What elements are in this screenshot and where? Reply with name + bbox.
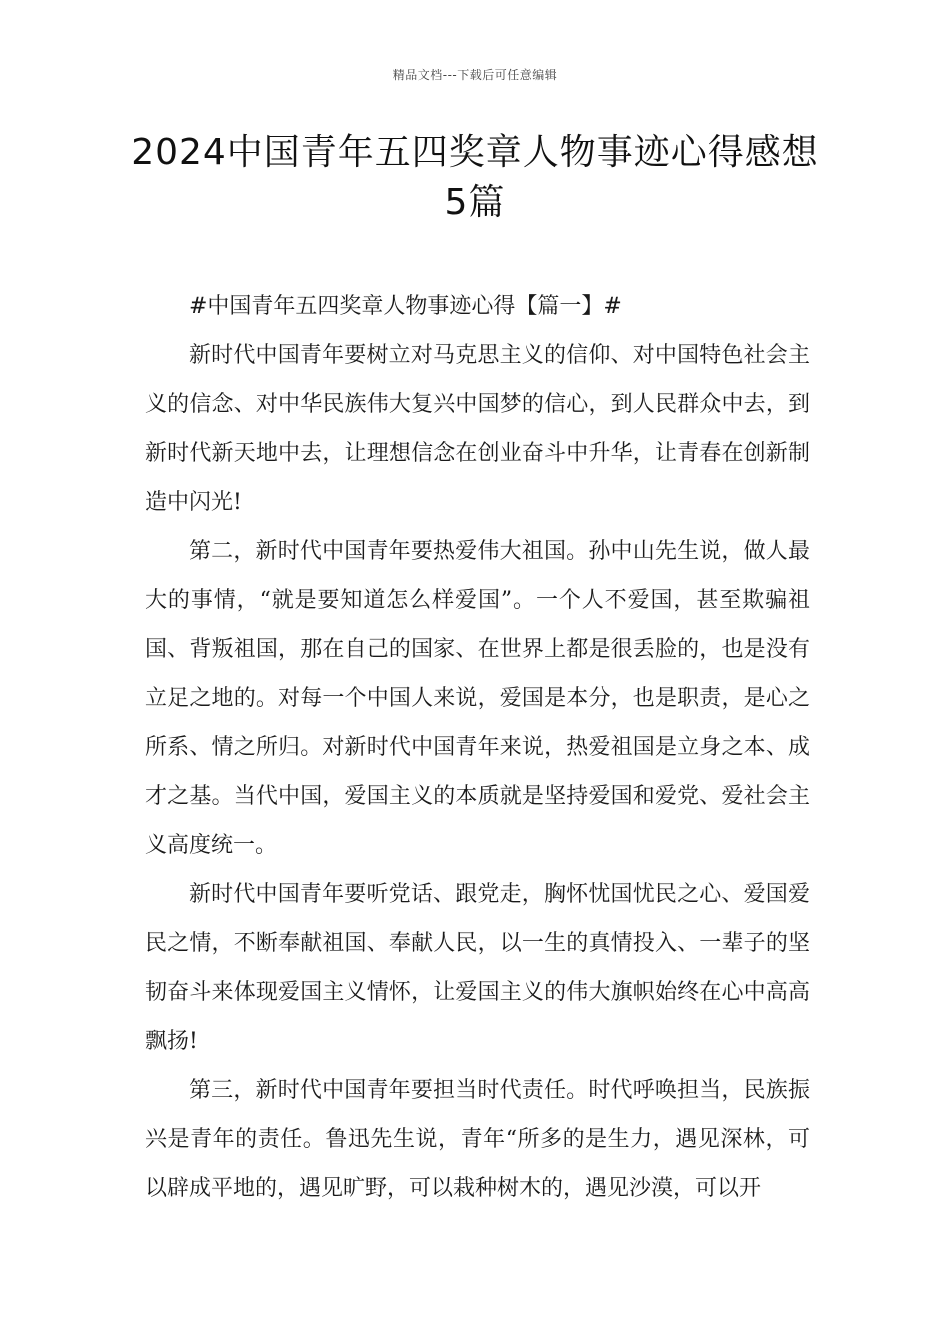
paragraph: 新时代中国青年要听党话、跟党走，胸怀忧国忧民之心、爱国爱民之情，不断奉献祖国、奉献人民，以一生的真情投入、一辈子的坚韧奋斗来体现爱国主义情怀，让爱国主义的伟大旗帜始终在心中高高飘扬! <box>145 882 810 1054</box>
paragraph: 第二，新时代中国青年要热爱伟大祖国。孙中山先生说，做人最大的事情，“就是要知道怎么样爱国”。一个人不爱国，甚至欺骗祖国、背叛祖国，那在自己的国家、在世界上都是很丢脸的，也是没有立足之地的。对每一个中国人来说，爱国是本分，也是职责，是心之所系、情之所归。对新时代中国青年来说，热爱祖国是立身之本、成才之基。当代中国，爱国主义的本质就是坚持爱国和爱党、爱社会主义高度统一。 <box>145 539 810 858</box>
document-body <box>145 282 810 1213</box>
header-note: 精品文档---下载后可任意编辑 <box>392 68 558 82</box>
paragraph: 新时代中国青年要树立对马克思主义的信仰、对中国特色社会主义的信念、对中华民族伟大复兴中国梦的信心，到人民群众中去，到新时代新天地中去，让理想信念在创业奋斗中升华，让青春在创新制造中闪光! <box>145 343 810 515</box>
paragraph: 第三，新时代中国青年要担当时代责任。时代呼唤担当，民族振兴是青年的责任。鲁迅先生说，青年“所多的是生力，遇见深林，可以辟成平地的，遇见旷野，可以栽种树木的，遇见沙漠，可以开 <box>145 1078 810 1201</box>
document-title: 2024中国青年五四奖章人物事迹心得感想5篇 <box>131 132 819 223</box>
section-heading: #中国青年五四奖章人物事迹心得【篇一】# <box>189 294 622 319</box>
